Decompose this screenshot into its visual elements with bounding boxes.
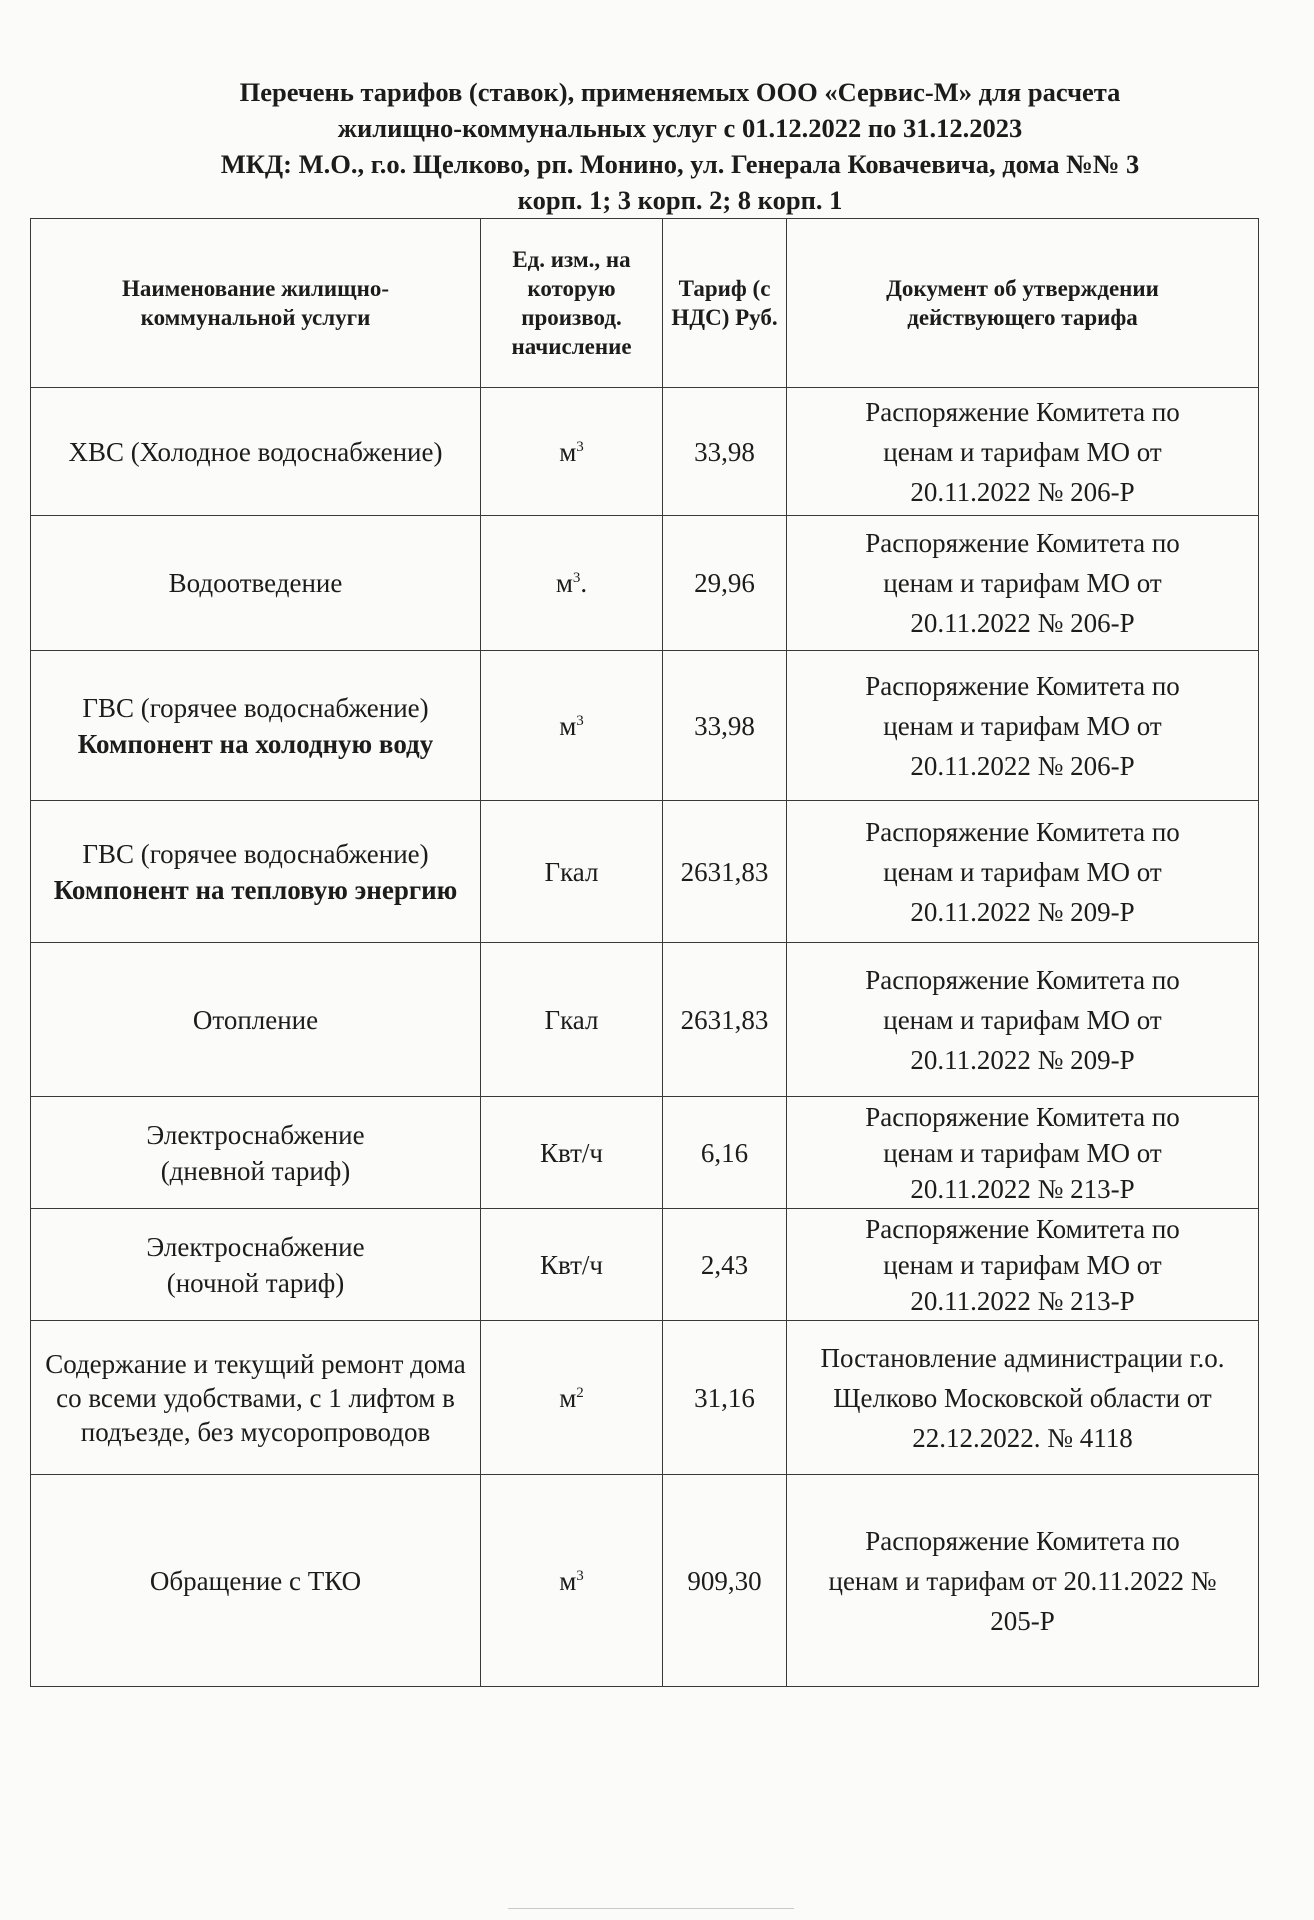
service-name: Водоотведение	[168, 568, 343, 598]
unit-cell	[481, 1097, 663, 1209]
service-name-cell	[31, 943, 481, 1097]
document-heading	[100, 74, 1260, 218]
column-header-unit: Ед. изм., на которую производ. начисление	[481, 219, 663, 388]
tariff-cell: 33,98	[663, 388, 787, 516]
service-name-cell	[31, 516, 481, 651]
column-header-service: Наименование жилищно-коммунальной услуги	[31, 219, 481, 388]
unit-base: м	[559, 436, 577, 467]
heading-line-4: корп. 1; 3 корп. 2; 8 корп. 1	[517, 185, 843, 215]
service-name: ХВС (Холодное водоснабжение)	[68, 436, 443, 467]
table-body	[31, 388, 1259, 1687]
unit-base: Гкал	[544, 856, 599, 887]
table-row	[31, 1475, 1259, 1687]
unit-base: Квт/ч	[540, 1249, 603, 1280]
approval-document-cell: Распоряжение Комитета по ценам и тарифам МО от 20.11.2022 № 206-Р	[787, 388, 1259, 516]
unit-cell	[481, 651, 663, 801]
unit-exponent: 3	[576, 1567, 584, 1584]
table-header-row	[31, 219, 1259, 388]
unit-cell	[481, 516, 663, 651]
service-name: Содержание и текущий ремонт дома со всеми удобствами, с 1 лифтом в подъезде, без мусоропроводов	[45, 1348, 466, 1447]
service-name: Отопление	[192, 1004, 319, 1035]
approval-document-cell: Распоряжение Комитета по ценам и тарифам МО от 20.11.2022 № 206-Р	[787, 516, 1259, 651]
service-name: Электроснабжение (ночной тариф)	[146, 1231, 365, 1298]
heading-line-1: Перечень тарифов (ставок), применяемых ООО «Сервис-М» для расчета	[239, 77, 1121, 107]
table-row	[31, 1321, 1259, 1475]
service-name-cell	[31, 801, 481, 943]
tariff-cell: 909,30	[663, 1475, 787, 1687]
unit-suffix: .	[580, 568, 588, 598]
unit-cell	[481, 801, 663, 943]
tariff-cell: 6,16	[663, 1097, 787, 1209]
unit-cell	[481, 1321, 663, 1475]
unit-base: Гкал	[544, 1004, 599, 1035]
scan-edge-line	[508, 1908, 794, 1909]
unit-exponent: 3	[572, 570, 581, 586]
service-name: Электроснабжение (дневной тариф)	[146, 1119, 365, 1186]
unit-cell	[481, 1209, 663, 1321]
unit-cell	[481, 1475, 663, 1687]
table-row	[31, 801, 1259, 943]
table-row	[31, 1097, 1259, 1209]
tariff-cell: 2631,83	[663, 943, 787, 1097]
unit-cell	[481, 943, 663, 1097]
service-component: Компонент на холодную воду	[77, 728, 434, 759]
service-name-cell	[31, 1475, 481, 1687]
tariff-cell: 31,16	[663, 1321, 787, 1475]
table-row	[31, 1209, 1259, 1321]
unit-base: м	[559, 1382, 577, 1413]
unit-exponent: 3	[576, 438, 584, 455]
service-component: Компонент на тепловую энергию	[53, 874, 458, 905]
unit-base: м	[559, 710, 577, 741]
table-row	[31, 516, 1259, 651]
table-row	[31, 943, 1259, 1097]
tariff-cell: 29,96	[663, 516, 787, 651]
approval-document-cell: Распоряжение Комитета по ценам и тарифам МО от 20.11.2022 № 209-Р	[787, 943, 1259, 1097]
heading-line-2: жилищно-коммунальных услуг с 01.12.2022 по 31.12.2023	[337, 113, 1023, 143]
unit-exponent: 2	[576, 1384, 584, 1401]
unit-base: Квт/ч	[540, 1137, 603, 1168]
unit-base: м	[559, 1565, 577, 1596]
service-name-cell	[31, 388, 481, 516]
heading-line-3: МКД: М.О., г.о. Щелково, рп. Монино, ул. Генерала Ковачевича, дома №№ 3	[220, 149, 1140, 179]
column-header-tariff: Тариф (с НДС) Руб.	[663, 219, 787, 388]
service-name-cell	[31, 1097, 481, 1209]
unit-base: м	[555, 568, 573, 598]
unit-exponent: 3	[576, 712, 584, 729]
service-name: ГВС (горячее водоснабжение)	[82, 838, 429, 869]
unit-cell	[481, 388, 663, 516]
service-name-cell	[31, 651, 481, 801]
approval-document-cell: Распоряжение Комитета по ценам и тарифам от 20.11.2022 № 205-Р	[787, 1475, 1259, 1687]
approval-document-cell: Распоряжение Комитета по ценам и тарифам МО от 20.11.2022 № 213-Р	[787, 1097, 1259, 1209]
tariff-cell: 2,43	[663, 1209, 787, 1321]
table-row	[31, 651, 1259, 801]
approval-document-cell: Постановление администрации г.о. Щелково Московской области от 22.12.2022. № 4118	[787, 1321, 1259, 1475]
service-name-cell	[31, 1209, 481, 1321]
service-name: ГВС (горячее водоснабжение)	[82, 692, 429, 723]
service-name-cell	[31, 1321, 481, 1475]
tariff-cell: 33,98	[663, 651, 787, 801]
table-row	[31, 388, 1259, 516]
approval-document-cell: Распоряжение Комитета по ценам и тарифам МО от 20.11.2022 № 213-Р	[787, 1209, 1259, 1321]
approval-document-cell: Распоряжение Комитета по ценам и тарифам МО от 20.11.2022 № 206-Р	[787, 651, 1259, 801]
tariff-cell: 2631,83	[663, 801, 787, 943]
column-header-document: Документ об утверждении действующего тарифа	[787, 219, 1259, 388]
tariff-table	[30, 218, 1259, 1687]
approval-document-cell: Распоряжение Комитета по ценам и тарифам МО от 20.11.2022 № 209-Р	[787, 801, 1259, 943]
service-name: Обращение с ТКО	[149, 1565, 362, 1596]
